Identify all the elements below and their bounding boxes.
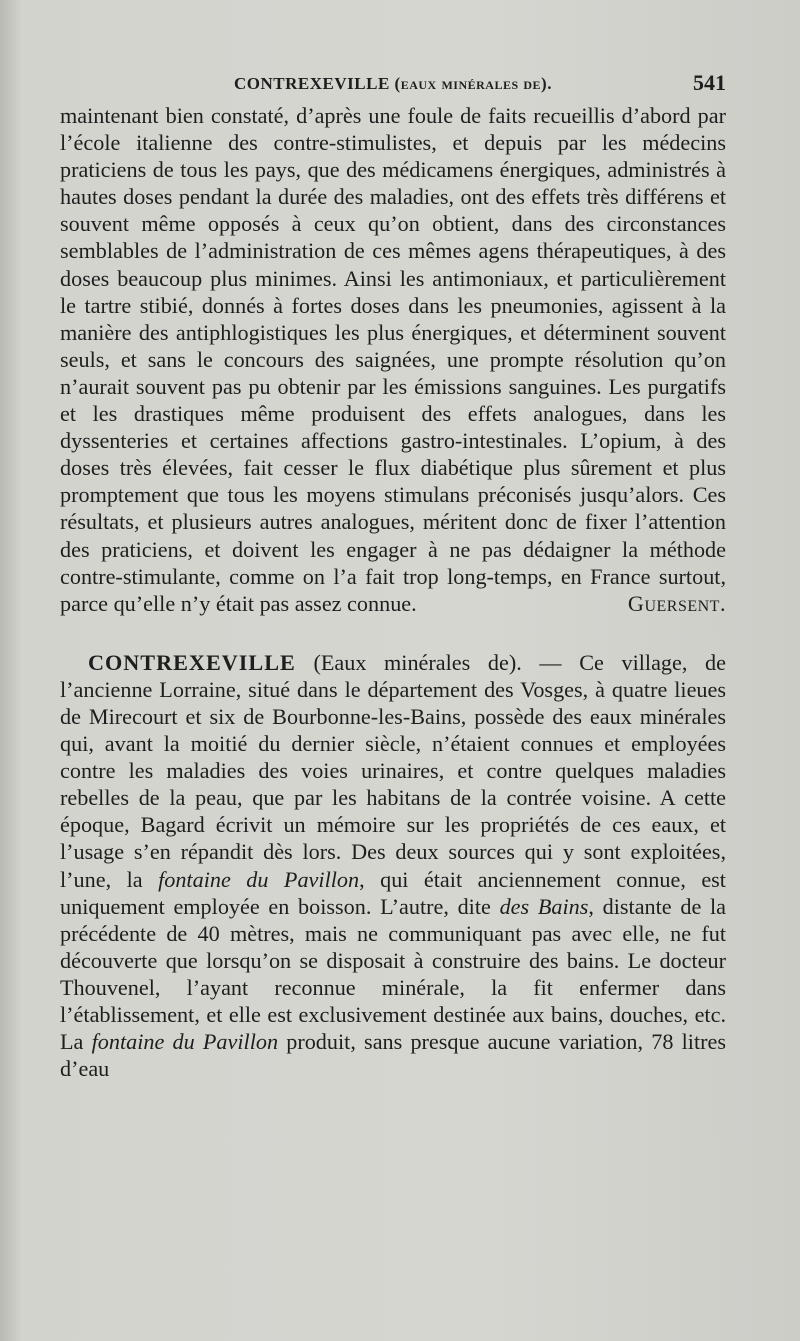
entry-italic-2: des Bains [499, 893, 589, 919]
page-header [60, 70, 726, 102]
entry-italic-3: fontaine du Pavillon [91, 1029, 279, 1055]
page-body [60, 102, 726, 1082]
entry-italic-1: fontaine du Pavillon [158, 866, 360, 892]
entry-text-part4: produit, sans presque aucune variation, 78 litres d’eau [60, 1029, 726, 1082]
entry-text-part1: (Eaux minérales de). — Ce village, de l’ancienne Lorraine, situé dans le département des Vosges, à quatre lieues de Mirecourt et six de Bourbonne-les-Bains, possède des eaux minérales qui, avant la moitié du dernier siècle, n’étaient connues et employées contre les maladies des voies urinaires, et contre quelques maladies rebelles de la peau, que par les habitans de la contrée voisine. A cette époque, Bagard écrivit un mémoire sur les propriétés de ces eaux, et l’usage s’en répandit dès lors. Des deux sources qui y sont exploitées, l’une, la [60, 649, 726, 892]
entry-paragraph [60, 649, 726, 1083]
paragraph-continuation-text: maintenant bien constaté, d’après une foule de faits recueillis d’abord par l’école italienne des contre-stimulistes, et depuis par les médecins praticiens de tous les pays, que des médicamens énergiques, administrés à hautes doses pendant la durée des maladies, ont des effets très différens et souvent même opposés à ceux qu’on obtient, dans des circonstances semblables de l’administration de ces mêmes agens thérapeutiques, à des doses beaucoup plus minimes. Ainsi les antimoniaux, et particulièrement le tartre stibié, donnés à fortes doses dans les pneumonies, agissent à la manière des antiphlogistiques les plus énergiques, et déterminent souvent seuls, et sans le concours des saignées, une prompte résolution qu’on n’aurait souvent pas pu obtenir par les émissions sanguines. Les purgatifs et les drastiques même produisent des effets analogues, dans les dyssenteries et certaines affections gastro-intestinales. L’opium, à des doses très élevées, fait cesser le flux diabétique plus sûrement et plus promptement que tous les moyens stimulans préconisés jusqu’alors. Ces résultats, et plusieurs autres analogues, méritent donc de fixer l’attention des praticiens, et doivent les engager à ne pas dédaigner la méthode contre-stimulante, comme on l’a fait trop long-temps, en France surtout, parce qu’elle n’y était pas assez connue. [60, 103, 726, 616]
running-head: CONTREXEVILLE (eaux minérales de). [234, 74, 552, 93]
entry-title: CONTREXEVILLE [88, 649, 296, 675]
entry-text-part3: , distante de la précédente de 40 mètres, mais ne communiquant pas avec elle, ne fut découverte que lorsqu’on se disposait à construire des bains. Le docteur Thouvenel, l’ayant reconnue minérale, la fit enfermer dans l’établissement, et elle est exclusivement destinée aux bains, douches, etc. La [60, 893, 727, 1055]
author-signature: Guersent. [627, 590, 726, 616]
page-number: 541 [693, 70, 726, 95]
entry-text-part2: , qui était anciennement connue, est uniquement employée en boisson. L’autre, dite [60, 866, 726, 919]
paragraph-gap [60, 617, 726, 649]
paragraph-continuation [60, 102, 726, 617]
